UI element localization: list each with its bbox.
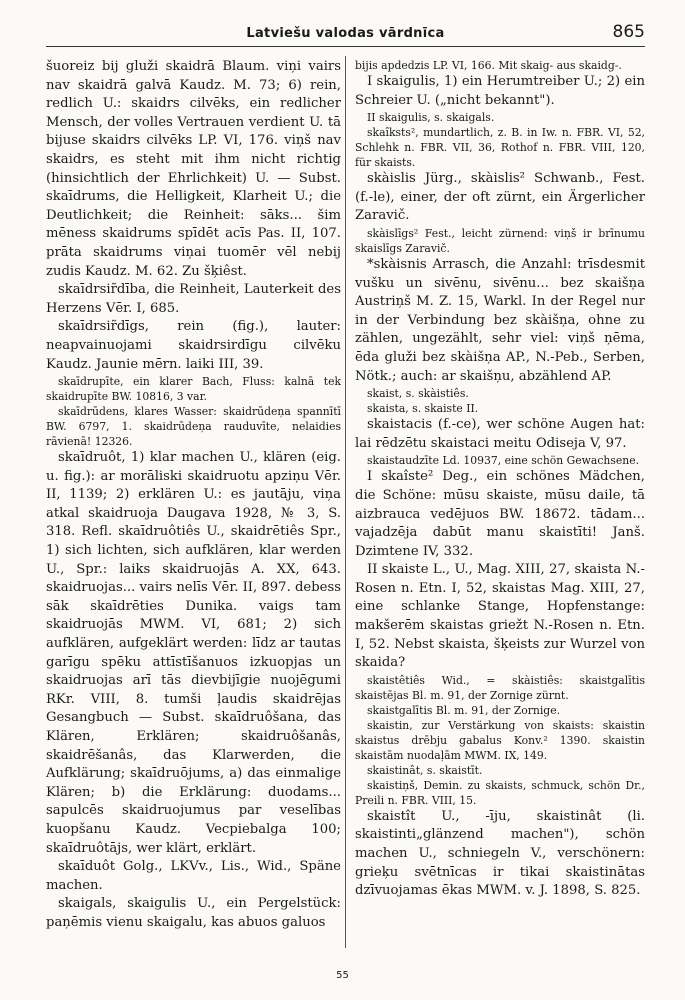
dictionary-entry: skaīdrsir̃dība, die Reinheit, Lauterkeit des Herzens Vēr. I, 685.	[46, 282, 341, 316]
dictionary-entry: I skaigulis, 1) ein Herumtreiber U.; 2) ein Schreier U. („nicht bekannt").	[355, 74, 645, 108]
dictionary-entry: skaistît U., -īju, skaistinât (li. skaistinti„glänzend machen"), schön machen U., schniegeln V., verschönern: grieķu svētnīcas ir tikai skaistinātas dzīvuojamas ēkas MWM. v. J. 1898, S. 825.	[355, 808, 645, 899]
dictionary-entry: skaistacis (f.-ce), wer schöne Augen hat: lai rēdzētu skaistaci meitu Odiseja V, 97.	[355, 417, 645, 451]
dictionary-entry: skàislis Jürg., skàislis² Schwanb., Fest. (f.-le), einer, der oft zürnt, ein Ärgerlicher Zaravič.	[355, 171, 645, 224]
signature-mark: 55	[336, 970, 349, 981]
dictionary-entry: skaist, s. skàistiês.	[367, 387, 469, 401]
dictionary-entry: skaistinât, s. skaistīt.	[367, 763, 483, 777]
dictionary-entry: skaistin, zur Verstärkung von skaists: skaistin skaistus drēbju gabalus Konv.² 1390. skaistin skaistām nuodaļām MWM. IX, 149.	[355, 718, 645, 762]
dictionary-entry: skaīdrsir̃dīgs, rein (fig.), lauter: neapvainuojami skaidrsirdīgu cilvēku Kaudz. Jaunie mērn. laiki III, 39.	[46, 319, 341, 372]
dictionary-entry: skaistgalītis Bl. m. 91, der Zornige.	[367, 703, 561, 717]
dictionary-entry: II skaigulis, s. skaigals.	[367, 111, 495, 125]
left-column	[46, 58, 341, 948]
dictionary-entry: skaistêtiês Wid., = skàistiês: skaistgalītis skaistējas Bl. m. 91, der Zornige zürnt.	[355, 673, 645, 702]
dictionary-entry: I skaîste² Deg., ein schönes Mädchen, die Schöne: mūsu skaiste, mūsu daile, tā aizbrauca vedējuos BW. 18672. tādam... vajadzēja dabūt manu skaistīti! Janš. Dzimtene IV, 332.	[355, 469, 645, 559]
dictionary-entry: skaīduôt Golg., LKVv., Lis., Wid., Späne machen.	[46, 859, 341, 893]
dictionary-entry: skaista, s. skaiste II.	[367, 402, 479, 416]
page-number: 865	[612, 22, 645, 42]
dictionary-entry: skaîksts², mundartlich, z. B. in Iw. n. FBR. VI, 52, Schlehk n. FBR. VII, 36, Rothof n. FBR. VIII, 120, für skaists.	[355, 126, 645, 170]
dictionary-entry: skaistaudzīte Ld. 10937, eine schön Gewachsene.	[367, 454, 640, 468]
dictionary-entry: šuoreiz bij gluži skaidrā Blaum. viņi vairs nav skaidrā galvā Kaudz. M. 73; 6) rein, redlich U.: skaidrs cilvēks, ein redlicher Mensch, der volles Vertrauen verdient U. tā bijuse skaidrs cilvēks LP. VI, 176. viņš nav skaidrs, es steht mit ihm nicht richtig (hinsichtlich der Ehrlichkeit) U. — Subst. skaīdrums, die Helligkeit, Klarheit U.; die Deutlichkeit; die Reinheit: sāks... šim mēness skaidrums spīdēt acīs Pas. II, 107. prāta skaidrums viņai tuomēr vēl nebij zudis Kaudz. M. 62. Zu šķiêst.	[46, 59, 341, 279]
column-divider	[345, 56, 346, 948]
dictionary-entry: skaīdrupīte, ein klarer Bach, Fluss: kalnā tek skaidrupīte BW. 10816, 3 var.	[46, 375, 341, 404]
dictionary-entry: skaīdrūdens, klares Wasser: skaidrūdeņa spannītī BW. 6797, 1. skaidrūdeņa rauduvīte, nelaidies rāvienā! 12326.	[46, 405, 341, 449]
dictionary-entry: skaīdruôt, 1) klar machen U., klären (eig. u. fig.): ar morāliski skaidruotu apziņu Vēr. II, 1139; 2) erklären U.: es jautāju, viņa atkal skaidruoja Daugava 1928, № 3, S. 318. Refl. skaīdruôtiês U., skaidrētiês Spr., 1) sich lichten, sich aufklären, klar werden U., Spr.: laiks skaidruojās A. XX, 643. skaidruojas... vairs nelīs Vēr. II, 897. debess sāk skaīdrēties Dunika. vaigs tam skaidruojās MWM. VI, 681; 2) sich aufklären, aufgeklärt werden: līdz ar tautas garīgu spēku attīstīšanuos izkuopjas un skaidruojas arī tās dievbijīgie nuojēgumi RKr. VIII, 8. tumši ļaudis skaidrējas Gesangbuch — Subst. skaīdruôšana, das Klären, Erklären; skaidruôšanâs, skaidrēšanâs, das Klarwerden, die Aufklärung; skaīdruōjums, a) das einmalige Klären; b) die Erklärung: duodams... sapulcēs skaidruojumus par veselības kuopšanu Kaudz. Vecpiebalga 100; skaīdruôtājs, wer klärt, erklärt.	[46, 450, 341, 856]
dictionary-entry: II skaiste L., U., Mag. XIII, 27, skaista N.-Rosen n. Etn. I, 52, skaistas Mag. XIII, 27, eine schlanke Stange, Hopfenstange: makšerēm skaistas griežt N.-Rosen n. Etn. I, 52. Nebst skaista, šķeists zur Wurzel von skaida?	[355, 562, 645, 671]
dictionary-entry: skàislīgs² Fest., leicht zürnend: viņš ir brīnumu skaislīgs Zaravič.	[355, 226, 645, 255]
dictionary-entry: bijis apdedzis LP. VI, 166. Mit skaig- aus skaidg-.	[355, 59, 622, 72]
dictionary-entry: *skàisnis Arrasch, die Anzahl: trīsdesmit vušku un sivēnu, sivēnu... bez skaišņa Austriņš M. Z. 15, Warkl. In der Regel nur in der Verbindung bez skàišņa, ohne zu zählen, ungezählt, sehr viel: viņš ņēma, ēda gluži bez skàišņa AP., N.-Peb., Serben, Nötk.; auch: ar skaišņu, abzählend AP.	[355, 256, 645, 384]
dictionary-entry: skaigals, skaigulis U., ein Pergelstück: paņēmis vienu skaigalu, kas abuos galuos	[46, 896, 341, 930]
header-title: Latviešu valodas vārdnīca	[246, 26, 445, 41]
running-header	[46, 20, 645, 47]
dictionary-entry: skaistiņš, Demin. zu skaists, schmuck, schön Dr., Preili n. FBR. VIII, 15.	[355, 778, 645, 807]
right-column	[355, 58, 645, 948]
